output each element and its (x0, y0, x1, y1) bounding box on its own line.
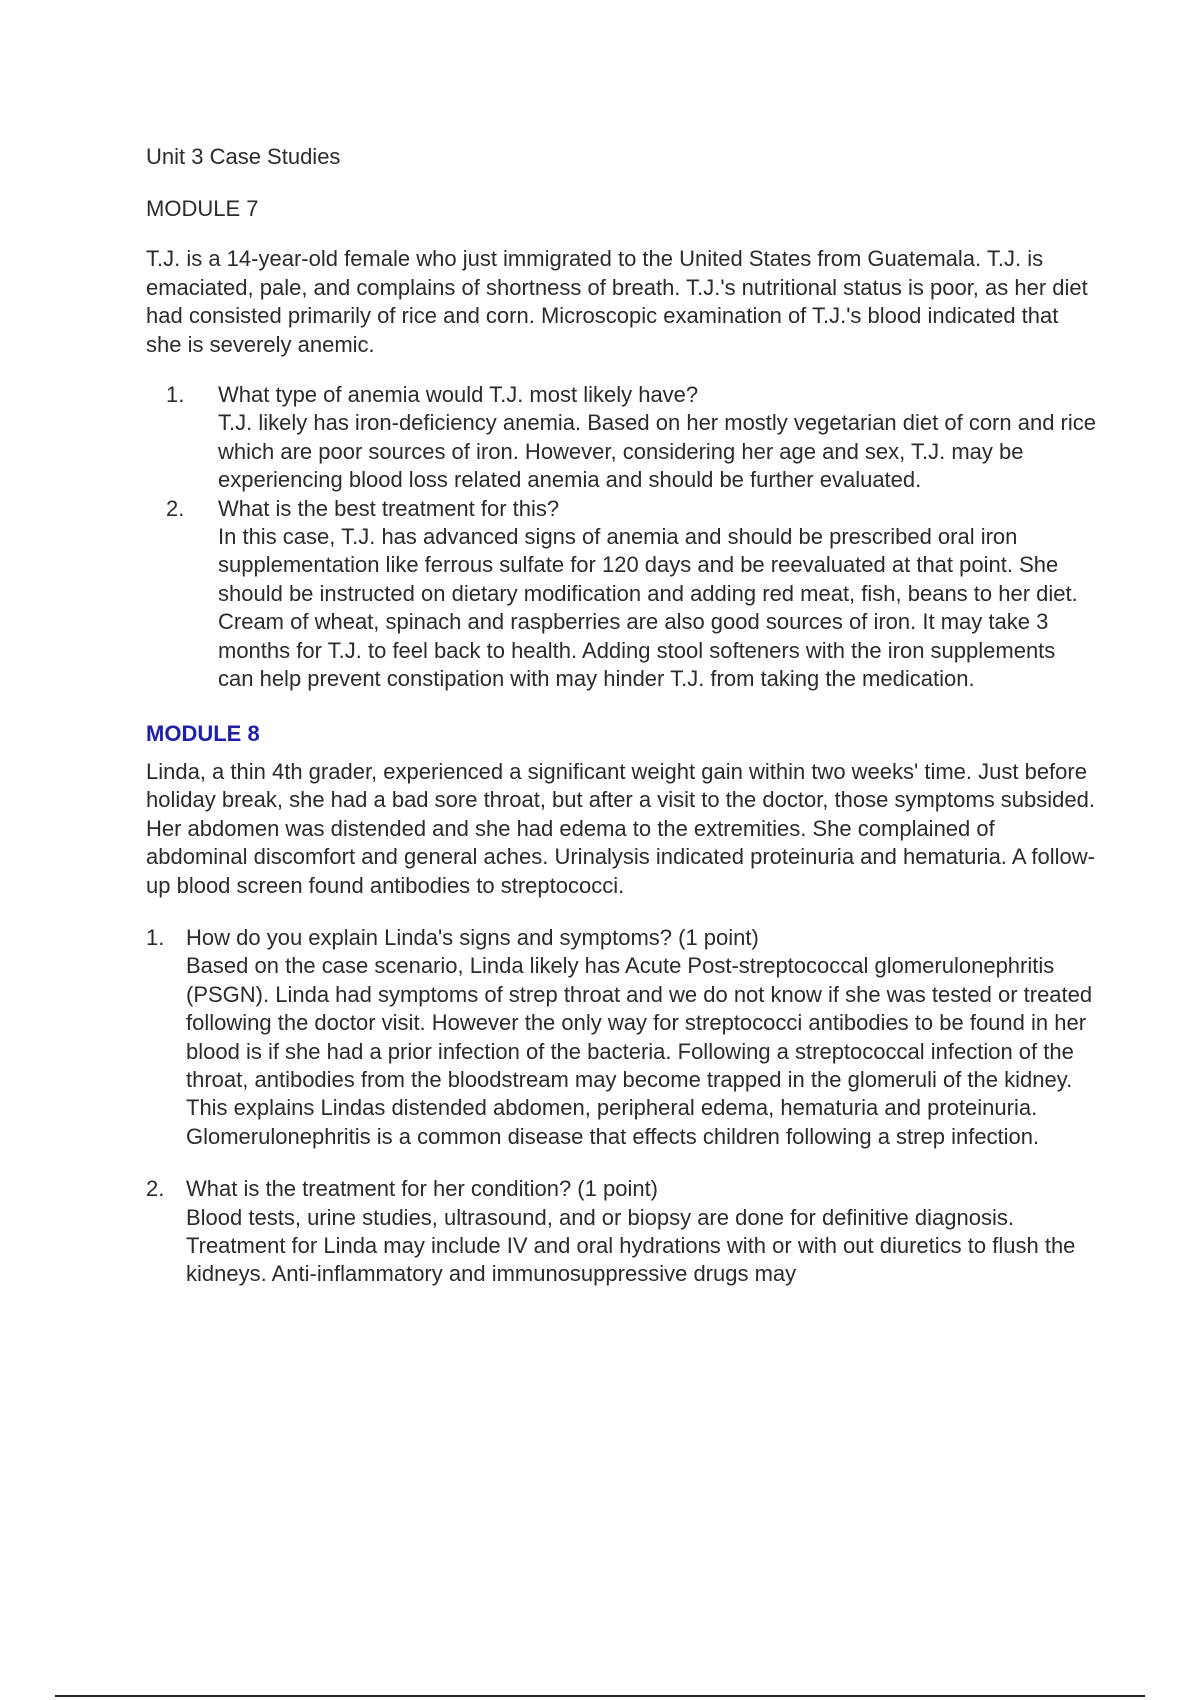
list-item (146, 495, 1096, 694)
answer-text: Blood tests, urine studies, ultrasound, and or biopsy are done for definitive diagnosis. Treatment for Linda may include IV and oral hydrations with or with out diuretics to flush the kidneys. Anti-inflammatory and immunosuppressive drugs may (186, 1204, 1076, 1287)
page-bottom-divider (55, 1695, 1145, 1697)
answer-text: In this case, T.J. has advanced signs of anemia and should be prescribed oral iron supplementation like ferrous sulfate for 120 days and be reevaluated at that point. She should be instructed on dietary modification and adding red meat, fish, beans to her diet. Cream of wheat, spinach and raspberries are also good sources of iron. It may take 3 months for T.J. to feel back to health. Adding stool softeners with the iron supplements can help prevent constipation with may hinder T.J. from taking the medication. (218, 524, 1078, 692)
question-number: 1. (166, 382, 185, 408)
module-8-question-list (146, 924, 1096, 1289)
question-number: 1. (146, 924, 165, 950)
document-page (146, 143, 1096, 1289)
module-7-question-list (146, 381, 1096, 693)
question-text: How do you explain Linda's signs and symptoms? (1 point) (186, 924, 759, 950)
module-8-case-text: Linda, a thin 4th grader, experienced a significant weight gain within two weeks' time. Just before holiday break, she had a bad sore throat, but after a visit to the doctor, those symptoms subsided. Her abdomen was distended and she had edema to the extremities. She complained of abdominal discomfort and general aches. Urinalysis indicated proteinuria and hematuria. A follow-up blood screen found antibodies to streptococci. (146, 758, 1095, 898)
module-7-case-text: T.J. is a 14-year-old female who just immigrated to the United States from Guatemala. T.J. is emaciated, pale, and complains of shortness of breath. T.J.'s nutritional status is poor, as her diet had consisted primarily of rice and corn. Microscopic examination of T.J.'s blood indicated that she is severely anemic. (146, 246, 1088, 357)
module-7-heading: MODULE 7 (146, 196, 259, 221)
question-text: What is the treatment for her condition? (1 point) (186, 1176, 659, 1202)
list-item (146, 924, 1096, 1151)
document-title: Unit 3 Case Studies (146, 144, 341, 169)
question-text: What is the best treatment for this? (218, 495, 560, 521)
question-text: What type of anemia would T.J. most likely have? (218, 382, 699, 408)
question-number: 2. (146, 1176, 165, 1202)
answer-text: Based on the case scenario, Linda likely has Acute Post-streptococcal glomerulonephritis (PSGN). Linda had symptoms of strep throat and we do not know if she was tested or treated following the doctor visit. However the only way for streptococci antibodies to be found in her blood is if she had a prior infection of the bacteria. Following a streptococcal infection of the throat, antibodies from the bloodstream may become trapped in the glomeruli of the kidney. This explains Lindas distended abdomen, peripheral edema, hematuria and proteinuria. Glomerulonephritis is a common disease that effects children following a strep infection. (186, 953, 1093, 1149)
module-8-heading: MODULE 8 (146, 720, 260, 746)
list-item (146, 1175, 1096, 1289)
answer-text: T.J. likely has iron-deficiency anemia. Based on her mostly vegetarian diet of corn and rice which are poor sources of iron. However, considering her age and sex, T.J. may be experiencing blood loss related anemia and should be further evaluated. (218, 410, 1096, 493)
list-item (146, 381, 1096, 495)
question-number: 2. (166, 495, 185, 521)
